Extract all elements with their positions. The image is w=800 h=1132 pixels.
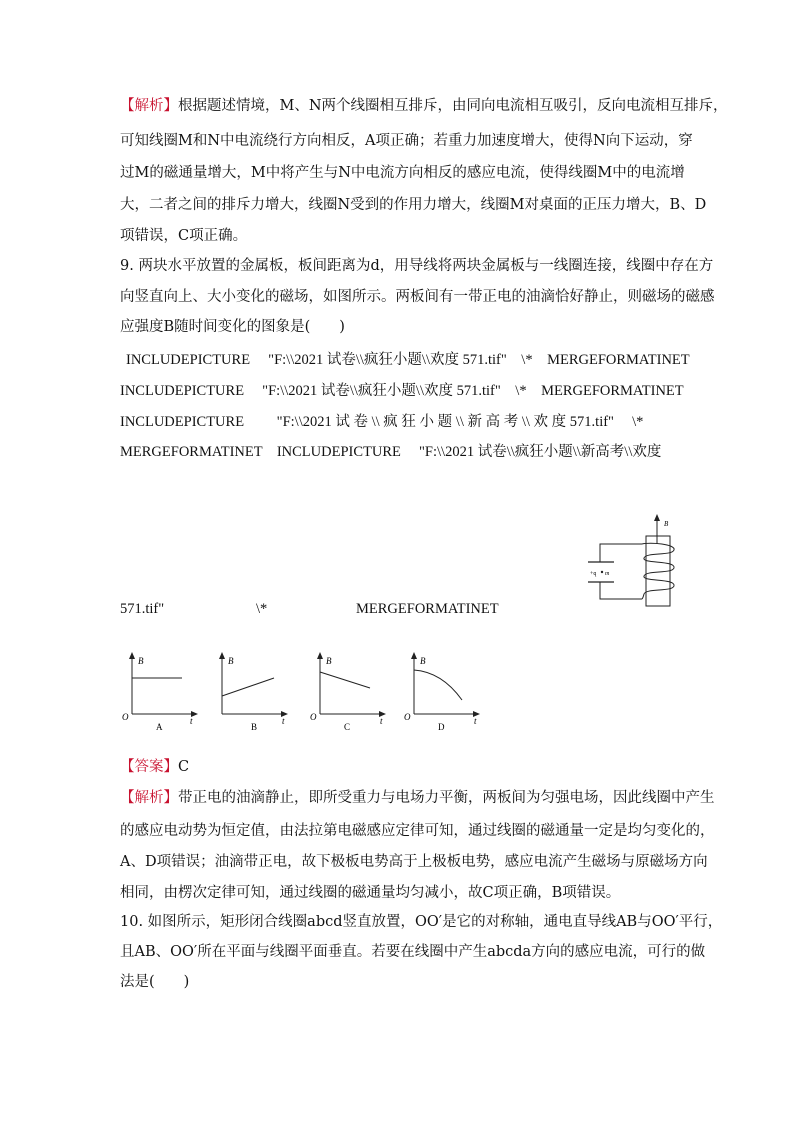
graph-d <box>404 652 480 732</box>
graph-c-label: C <box>344 722 351 732</box>
graph-b-curve <box>222 678 274 696</box>
analysis-line-3: 过M的磁通量增大，M中将产生与N中电流方向相反的感应电流，使得线圈M中的电流增 <box>120 165 685 181</box>
question-9-line-2: 向竖直向上、大小变化的磁场，如图所示。两板间有一带正电的油滴恰好静止，则磁场的磁感 <box>120 289 715 305</box>
includepicture-field-4: MERGEFORMATINET INCLUDEPICTURE "F:\\2021 试卷\\疯狂小题\\新高考\\欢度 <box>120 444 662 460</box>
question-9-line-1: 9. 两块水平放置的金属板，板间距离为d，用导线将两块金属板与一线圈连接，线圈中存在方 <box>120 258 714 274</box>
graph-b-x-label: t <box>282 716 285 726</box>
graph-d-x-label: t <box>474 716 477 726</box>
analysis-line-1 <box>120 96 728 116</box>
includepicture-field-5b: \* <box>256 601 268 617</box>
graph-c-curve <box>320 672 370 688</box>
graph-c-x-label: t <box>380 716 383 726</box>
graph-d-curve <box>414 670 462 700</box>
question-10-line-2: 且AB、OO′所在平面与线圈平面垂直。若要在线圈中产生abcda方向的感应电流，可行的做 <box>120 944 706 960</box>
b-t-graphs <box>118 650 498 738</box>
analysis-tag: 【解析】 <box>120 98 178 114</box>
analysis-2-text: 带正电的油滴静止，即所受重力与电场力平衡，两板间为匀强电场，因此线圈中产生 <box>178 790 715 806</box>
question-10-line-1: 10. 如图所示，矩形闭合线圈abcd竖直放置，OO′是它的对称轴，通电直导线AB与OO′平行， <box>120 914 723 930</box>
graph-b-y-label: B <box>228 656 234 666</box>
graph-a-x-label: t <box>190 716 193 726</box>
analysis-2-line-3: A、D项错误；油滴带正电，故下极板电势高于上极板电势，感应电流产生磁场与原磁场方向 <box>120 854 708 870</box>
graph-b-label: B <box>251 722 258 732</box>
graph-d-label: D <box>438 722 445 732</box>
charge-label: +q <box>590 571 597 577</box>
analysis-line-2: 可知线圈M和N中电流绕行方向相反，A项正确；若重力加速度增大，使得N向下运动，穿 <box>120 133 693 149</box>
analysis-2-line-4: 相同，由楞次定律可知，通过线圈的磁通量均匀减小，故C项正确，B项错误。 <box>120 885 621 901</box>
analysis-2-tag: 【解析】 <box>120 790 178 806</box>
question-10-line-3: 法是( ) <box>120 974 190 990</box>
answer-line <box>120 757 189 777</box>
graph-d-origin: O <box>404 712 411 722</box>
includepicture-field-5a: 571.tif" <box>120 601 165 617</box>
graph-b <box>219 652 288 732</box>
analysis-line-5: 项错误，C项正确。 <box>120 228 248 244</box>
includepicture-field-5c: MERGEFORMATINET <box>356 601 499 617</box>
graph-c-origin: O <box>310 712 317 722</box>
analysis-2-line-1 <box>120 788 715 808</box>
includepicture-field-3: INCLUDEPICTURE "F:\\2021 试 卷 \\ 疯 狂 小 题 \\ 新 高 考 \\ 欢 度 571.tif" \* <box>120 414 644 430</box>
includepicture-field-1: INCLUDEPICTURE "F:\\2021 试卷\\疯狂小题\\欢度 571.tif" \* MERGEFORMATINET <box>126 352 690 368</box>
graph-a-origin: O <box>122 712 129 722</box>
graph-a-label: A <box>156 722 163 732</box>
analysis-text: 根据题述情境，M、N两个线圈相互排斥，由同向电流相互吸引，反向电流相互排斥， <box>178 98 728 114</box>
mass-label: m <box>605 571 610 577</box>
analysis-line-4: 大，二者之间的排斥力增大，线圈N受到的作用力增大，线圈M对桌面的正压力增大，B、D <box>120 197 707 213</box>
graph-a-y-label: B <box>138 656 144 666</box>
question-9-line-3: 应强度B随时间变化的图象是( ) <box>120 319 345 335</box>
b-field-label: B <box>664 520 669 528</box>
graph-d-y-label: B <box>420 656 426 666</box>
includepicture-field-2: INCLUDEPICTURE "F:\\2021 试卷\\疯狂小题\\欢度 571.tif" \* MERGEFORMATINET <box>120 383 684 399</box>
answer-tag: 【答案】 <box>120 759 178 775</box>
coil-capacitor-figure <box>580 512 690 612</box>
analysis-2-line-2: 的感应电动势为恒定值，由法拉第电磁感应定律可知，通过线圈的磁通量一定是均匀变化的， <box>120 823 715 839</box>
graph-a <box>122 652 198 732</box>
graph-c <box>310 652 386 732</box>
answer-value: C <box>178 759 190 775</box>
graph-c-y-label: B <box>326 656 332 666</box>
